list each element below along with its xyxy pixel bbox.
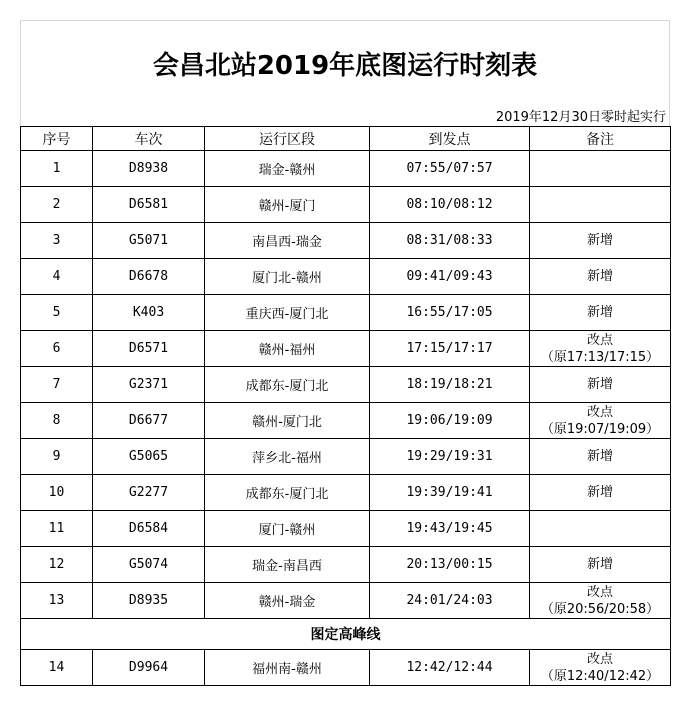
note-text: 新增 bbox=[586, 233, 613, 248]
train-number: D8935 bbox=[93, 583, 205, 619]
note-detail: （原17:13/17:15） bbox=[540, 349, 660, 365]
route-cell: 福州南-赣州 bbox=[205, 650, 370, 686]
time-cell: 19:43/19:45 bbox=[370, 511, 530, 547]
note-cell bbox=[530, 475, 671, 511]
time-cell: 19:06/19:09 bbox=[370, 403, 530, 439]
train-number: D6678 bbox=[93, 259, 205, 295]
time-cell: 17:15/17:17 bbox=[370, 331, 530, 367]
route-cell: 赣州-瑞金 bbox=[205, 583, 370, 619]
note-cell bbox=[530, 295, 671, 331]
note-cell bbox=[530, 650, 671, 686]
section-label: 图定高峰线 bbox=[21, 619, 671, 650]
table-row bbox=[21, 547, 671, 583]
train-number: G5065 bbox=[93, 439, 205, 475]
row-number: 4 bbox=[21, 259, 93, 295]
title-box bbox=[20, 20, 670, 109]
row-number: 5 bbox=[21, 295, 93, 331]
note-cell bbox=[530, 547, 671, 583]
note-text: 改点 bbox=[586, 651, 613, 667]
row-number: 2 bbox=[21, 187, 93, 223]
time-cell: 18:19/18:21 bbox=[370, 367, 530, 403]
table-row bbox=[21, 583, 671, 619]
column-header-train: 车次 bbox=[93, 127, 205, 151]
train-number: G2371 bbox=[93, 367, 205, 403]
timetable-body bbox=[21, 151, 671, 686]
column-header-time: 到发点 bbox=[370, 127, 530, 151]
table-row bbox=[21, 367, 671, 403]
table-row bbox=[21, 259, 671, 295]
table-row bbox=[21, 223, 671, 259]
table-row bbox=[21, 511, 671, 547]
train-number: D6584 bbox=[93, 511, 205, 547]
route-cell: 厦门-赣州 bbox=[205, 511, 370, 547]
section-row bbox=[21, 619, 671, 650]
note-text: 新增 bbox=[586, 269, 613, 284]
page-title: 会昌北站2019年底图运行时刻表 bbox=[152, 51, 538, 81]
table-row bbox=[21, 403, 671, 439]
route-cell: 瑞金-赣州 bbox=[205, 151, 370, 187]
note-text: 改点 bbox=[586, 404, 613, 420]
note-cell bbox=[530, 151, 671, 187]
row-number: 11 bbox=[21, 511, 93, 547]
note-text: 新增 bbox=[586, 449, 613, 464]
note-cell bbox=[530, 583, 671, 619]
note-text: 改点 bbox=[586, 584, 613, 600]
time-cell: 24:01/24:03 bbox=[370, 583, 530, 619]
timetable-sheet bbox=[20, 20, 670, 686]
row-number: 3 bbox=[21, 223, 93, 259]
route-cell: 赣州-厦门北 bbox=[205, 403, 370, 439]
time-cell: 16:55/17:05 bbox=[370, 295, 530, 331]
column-header-no: 序号 bbox=[21, 127, 93, 151]
time-cell: 08:10/08:12 bbox=[370, 187, 530, 223]
train-number: D9964 bbox=[93, 650, 205, 686]
table-row bbox=[21, 295, 671, 331]
note-cell bbox=[530, 511, 671, 547]
row-number: 10 bbox=[21, 475, 93, 511]
note-detail: （原12:40/12:42） bbox=[540, 668, 660, 684]
row-number: 7 bbox=[21, 367, 93, 403]
note-text: 新增 bbox=[586, 557, 613, 572]
train-number: G2277 bbox=[93, 475, 205, 511]
table-row bbox=[21, 475, 671, 511]
time-cell: 09:41/09:43 bbox=[370, 259, 530, 295]
table-row bbox=[21, 151, 671, 187]
row-number: 12 bbox=[21, 547, 93, 583]
time-cell: 08:31/08:33 bbox=[370, 223, 530, 259]
row-number: 6 bbox=[21, 331, 93, 367]
timetable bbox=[20, 126, 671, 686]
note-detail: （原19:07/19:09） bbox=[540, 421, 660, 437]
route-cell: 成都东-厦门北 bbox=[205, 475, 370, 511]
route-cell: 萍乡北-福州 bbox=[205, 439, 370, 475]
note-cell bbox=[530, 259, 671, 295]
time-cell: 07:55/07:57 bbox=[370, 151, 530, 187]
note-cell bbox=[530, 187, 671, 223]
note-cell bbox=[530, 223, 671, 259]
route-cell: 重庆西-厦门北 bbox=[205, 295, 370, 331]
row-number: 13 bbox=[21, 583, 93, 619]
train-number: D6581 bbox=[93, 187, 205, 223]
time-cell: 19:39/19:41 bbox=[370, 475, 530, 511]
note-detail: （原20:56/20:58） bbox=[540, 601, 660, 617]
time-cell: 20:13/00:15 bbox=[370, 547, 530, 583]
table-row bbox=[21, 187, 671, 223]
column-header-route: 运行区段 bbox=[205, 127, 370, 151]
note-cell bbox=[530, 439, 671, 475]
row-number: 9 bbox=[21, 439, 93, 475]
note-text: 新增 bbox=[586, 377, 613, 392]
note-text: 新增 bbox=[586, 305, 613, 320]
note-text: 改点 bbox=[586, 332, 613, 348]
route-cell: 赣州-福州 bbox=[205, 331, 370, 367]
time-cell: 12:42/12:44 bbox=[370, 650, 530, 686]
train-number: G5071 bbox=[93, 223, 205, 259]
table-row bbox=[21, 331, 671, 367]
note-cell bbox=[530, 403, 671, 439]
header-row bbox=[21, 127, 671, 151]
row-number: 8 bbox=[21, 403, 93, 439]
route-cell: 成都东-厦门北 bbox=[205, 367, 370, 403]
train-number: D8938 bbox=[93, 151, 205, 187]
train-number: K403 bbox=[93, 295, 205, 331]
route-cell: 厦门北-赣州 bbox=[205, 259, 370, 295]
route-cell: 赣州-厦门 bbox=[205, 187, 370, 223]
train-number: G5074 bbox=[93, 547, 205, 583]
note-cell bbox=[530, 367, 671, 403]
time-cell: 19:29/19:31 bbox=[370, 439, 530, 475]
table-row bbox=[21, 650, 671, 686]
train-number: D6571 bbox=[93, 331, 205, 367]
train-number: D6677 bbox=[93, 403, 205, 439]
effective-date: 2019年12月30日零时起实行 bbox=[20, 109, 670, 126]
note-cell bbox=[530, 331, 671, 367]
column-header-note: 备注 bbox=[530, 127, 671, 151]
table-row bbox=[21, 439, 671, 475]
row-number: 14 bbox=[21, 650, 93, 686]
route-cell: 南昌西-瑞金 bbox=[205, 223, 370, 259]
note-text: 新增 bbox=[586, 485, 613, 500]
row-number: 1 bbox=[21, 151, 93, 187]
route-cell: 瑞金-南昌西 bbox=[205, 547, 370, 583]
